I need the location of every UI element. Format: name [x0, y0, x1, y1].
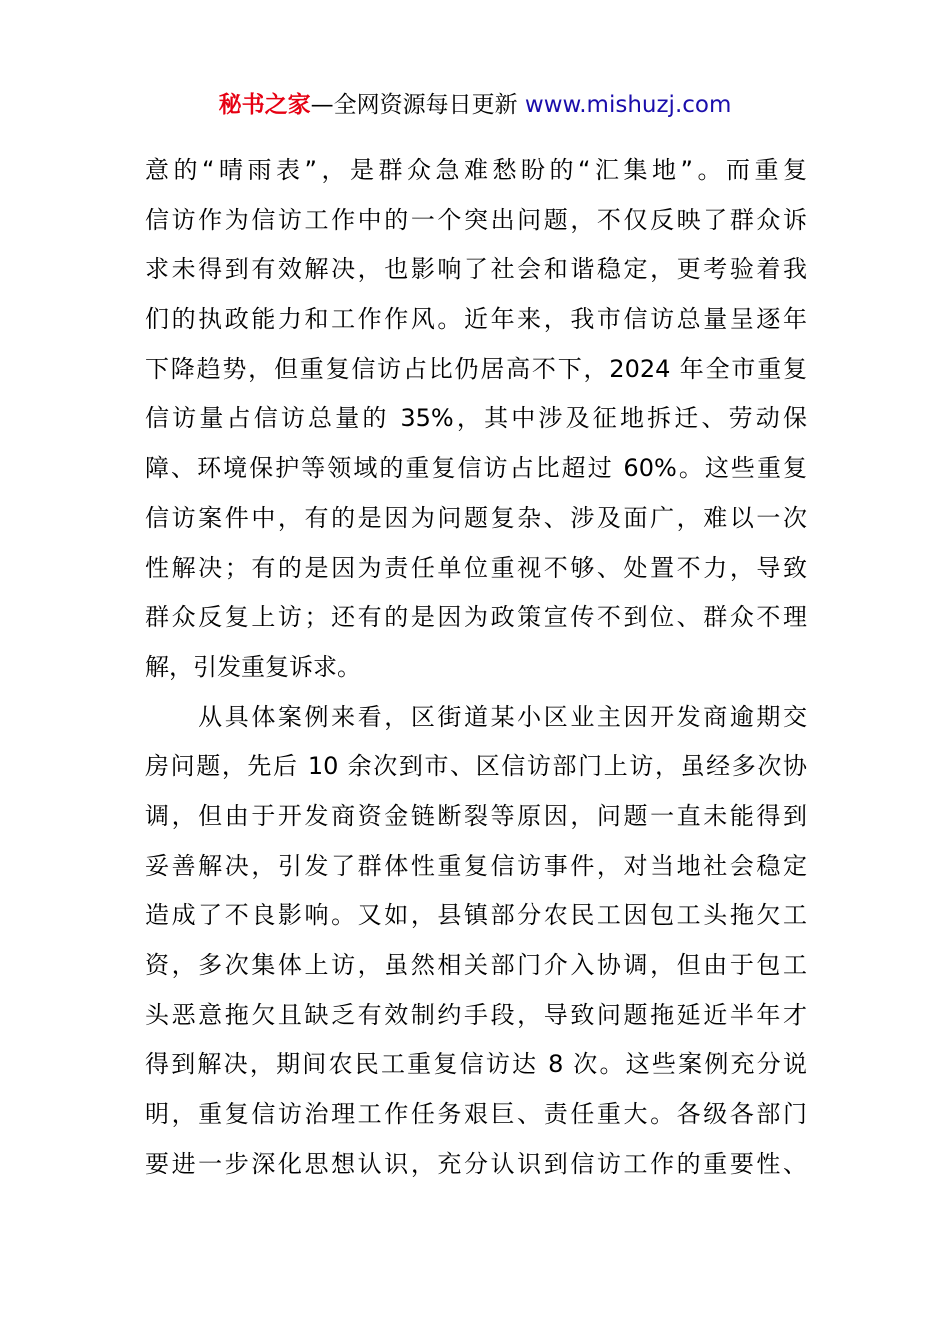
text-line: 信访量占信访总量的 35%，其中涉及征地拆迁、劳动保 [145, 404, 807, 433]
text-line: 调，但由于开发商资金链断裂等原因，问题一直未能得到 [145, 801, 807, 830]
text-line: 解，引发重复诉求。 [145, 652, 361, 681]
paragraph-1 [145, 146, 807, 693]
brand-name: 秘书之家 [218, 92, 311, 118]
paragraph-2 [145, 693, 807, 1190]
text-line: 信访作为信访工作中的一个突出问题，不仅反映了群众诉 [145, 205, 807, 234]
text-line: 信访案件中，有的是因为问题复杂、涉及面广，难以一次 [145, 503, 807, 532]
text-line: 妥善解决，引发了群体性重复信访事件，对当地社会稳定 [145, 851, 807, 880]
text-line: 头恶意拖欠且缺乏有效制约手段，导致问题拖延近半年才 [145, 1000, 807, 1029]
text-line: 得到解决，期间农民工重复信访达 8 次。这些案例充分说 [145, 1050, 807, 1079]
text-line: 造成了不良影响。又如，县镇部分农民工因包工头拖欠工 [145, 901, 807, 930]
text-line: 房问题，先后 10 余次到市、区信访部门上访，虽经多次协 [145, 752, 807, 781]
text-line: 障、环境保护等领域的重复信访占比超过 60%。这些重复 [145, 454, 807, 483]
site-url-link[interactable]: www.mishuzj.com [524, 92, 732, 118]
text-line: 从具体案例来看，区街道某小区业主因开发商逾期交 [145, 702, 807, 731]
text-line: 要进一步深化思想认识，充分认识到信访工作的重要性、 [145, 1149, 807, 1178]
page-header [0, 88, 950, 122]
text-line: 意的“晴雨表”，是群众急难愁盼的“汇集地”。而重复 [145, 156, 807, 184]
text-line: 下降趋势，但重复信访占比仍居高不下，2024 年全市重复 [145, 354, 807, 383]
text-line: 性解决；有的是因为责任单位重视不够、处置不力，导致 [145, 553, 807, 582]
text-line: 明，重复信访治理工作任务艰巨、责任重大。各级各部门 [145, 1100, 807, 1129]
text-line: 群众反复上访；还有的是因为政策宣传不到位、群众不理 [145, 603, 807, 632]
header-tagline: —全网资源每日更新 [310, 92, 525, 118]
document-body [145, 146, 807, 1189]
text-line: 们的执政能力和工作作风。近年来，我市信访总量呈逐年 [145, 305, 807, 334]
text-line: 资，多次集体上访，虽然相关部门介入协调，但由于包工 [145, 951, 807, 979]
text-line: 求未得到有效解决，也影响了社会和谐稳定，更考验着我 [145, 255, 807, 284]
